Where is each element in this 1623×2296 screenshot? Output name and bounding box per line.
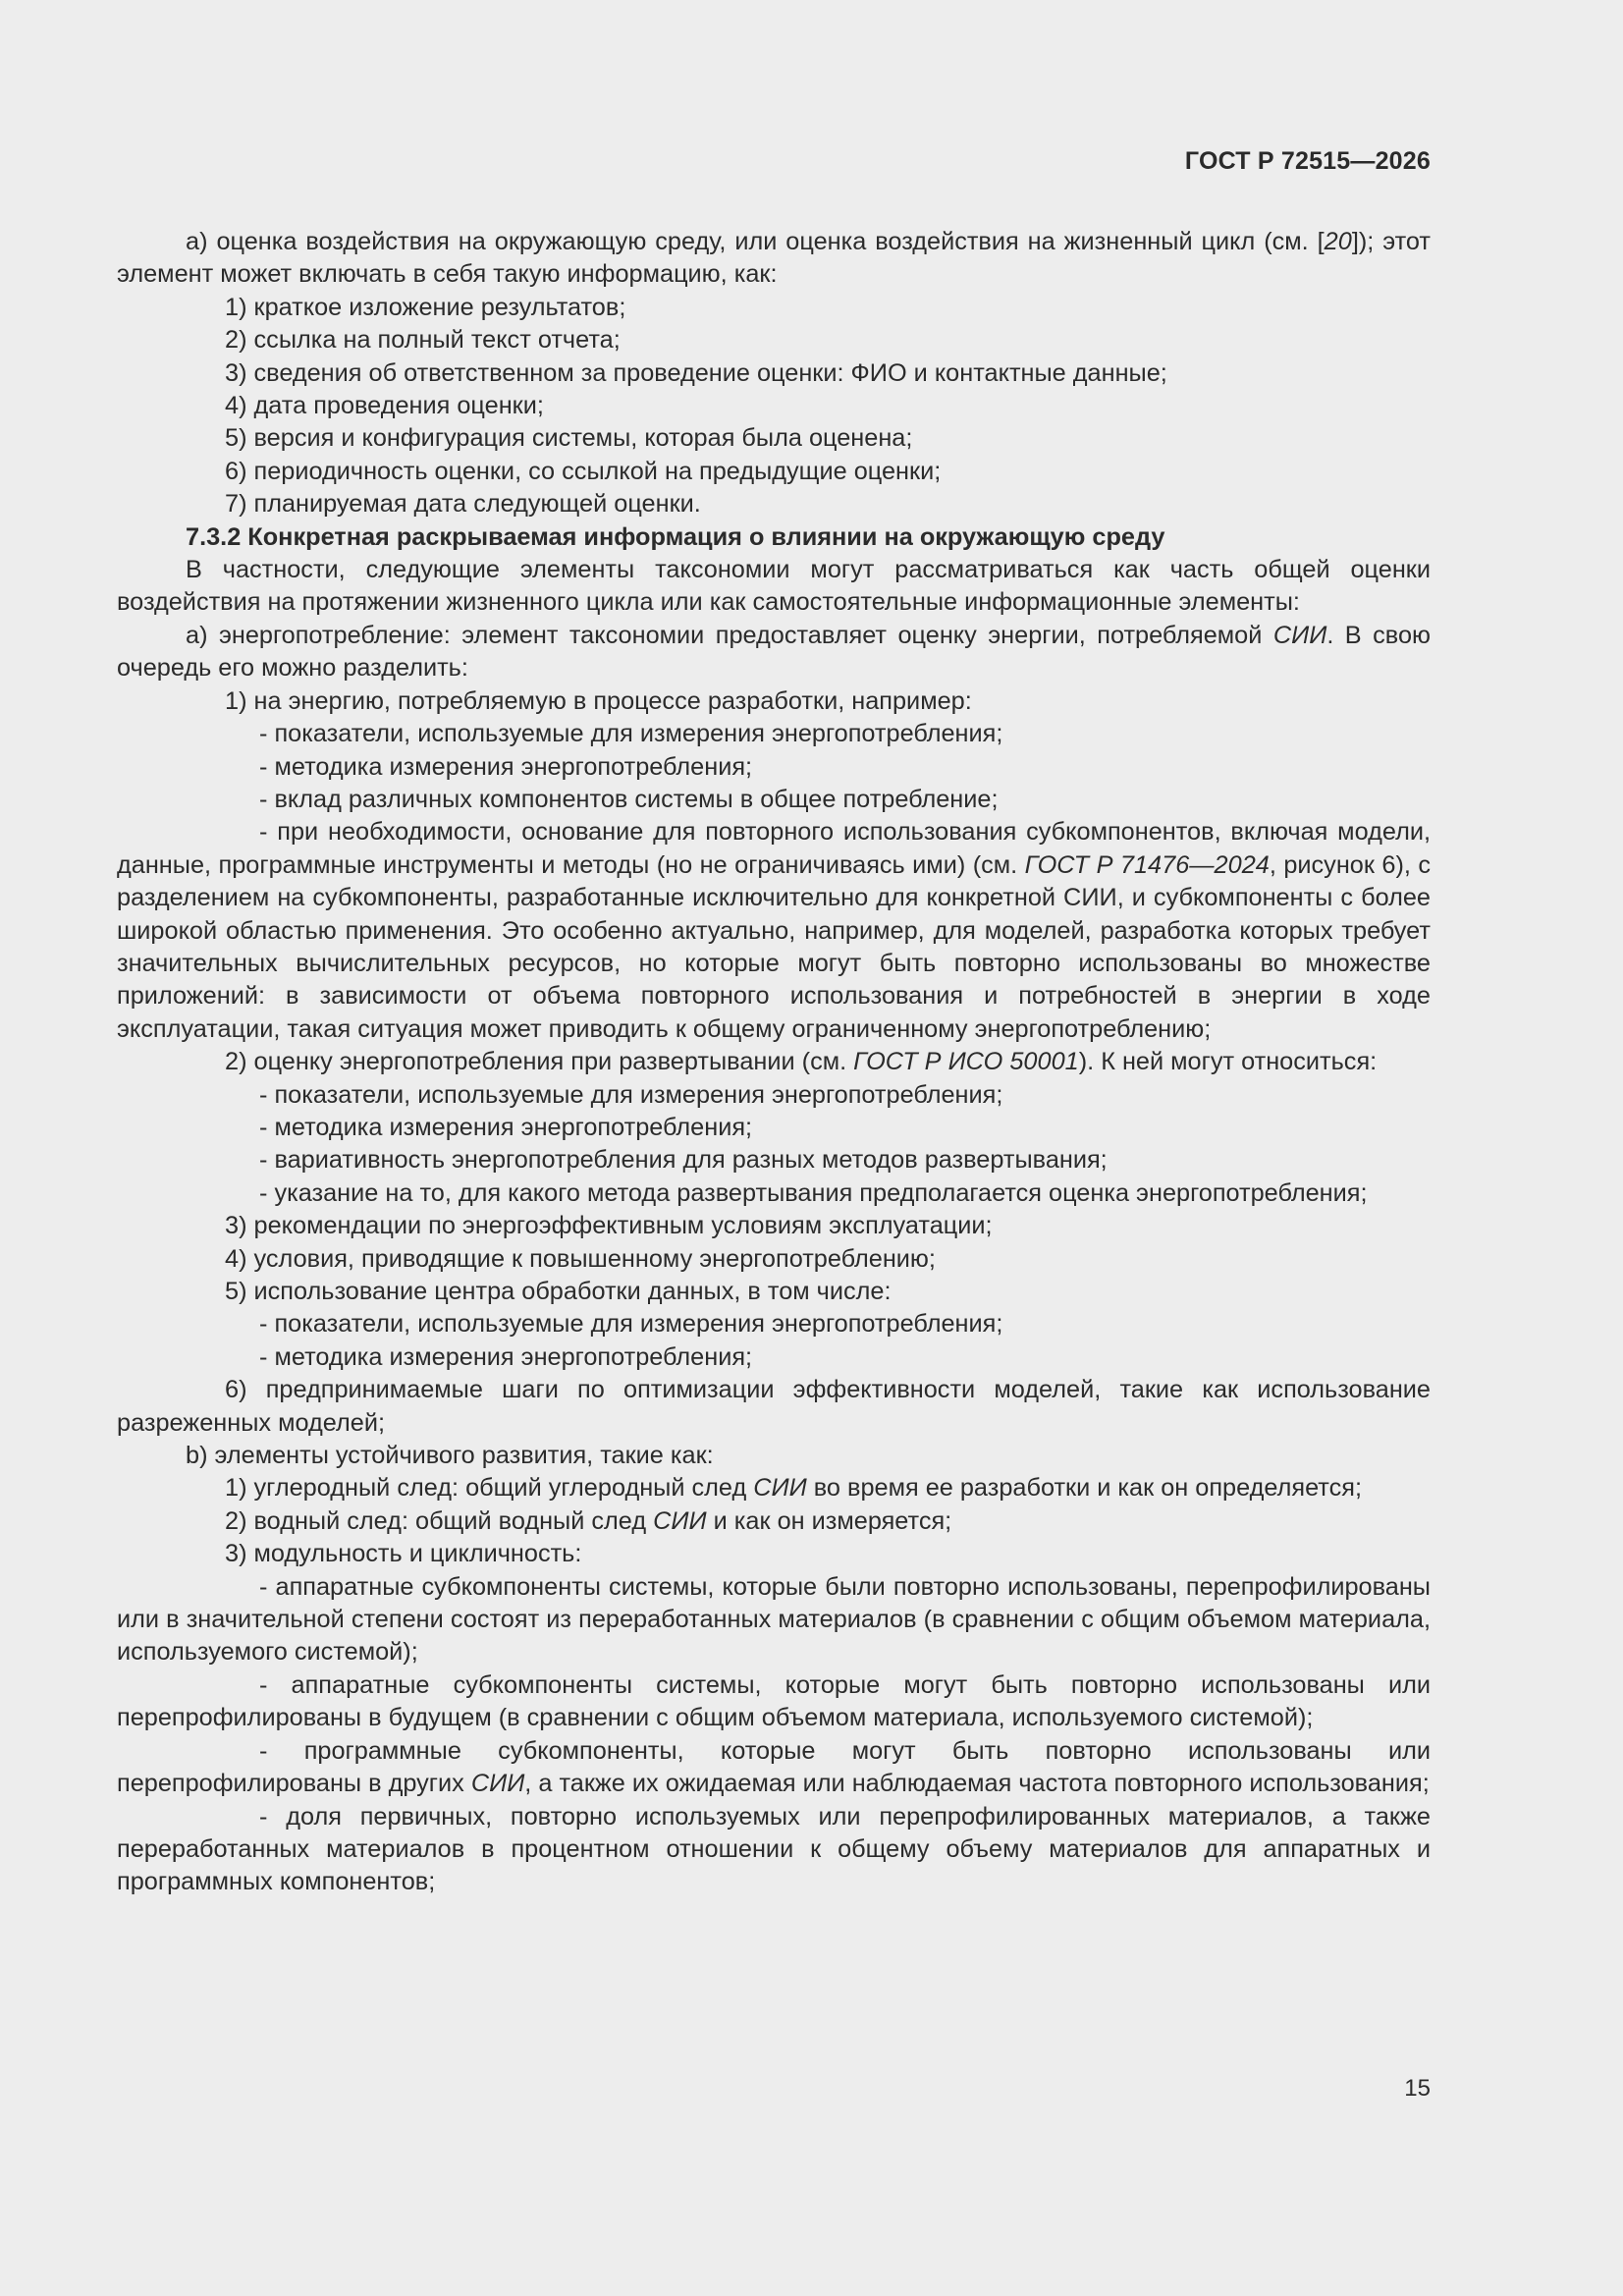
dash-item: - показатели, используемые для измерения энергопотребления; [259,1080,1003,1109]
paragraph-a-intro [117,226,1431,292]
dash-item: - методика измерения энергопотребления; [259,1113,753,1141]
dash-item-long: - доля первичных, повторно используемых или перепрофилированных материалов, а также переработанных материалов в процентном отношении к общему объему материалов для аппаратных и программных компонентов; [117,1802,1431,1896]
dash-item: - показатели, используемые для измерения энергопотребления; [259,1310,1003,1339]
reference-link: 20 [1324,228,1352,255]
dash-item-long [117,816,1431,1046]
text-fragment: 2) оценку энергопотребления при развертывании (см. [225,1048,854,1076]
paragraph-energy-intro [117,620,1431,685]
list-item: 3) модульность и цикличность: [225,1540,582,1568]
reference-link: ГОСТ Р 71476—2024 [1024,850,1270,879]
text-fragment: 1) углеродный след: общий углеродный след [225,1474,754,1503]
text-fragment: во время ее разработки и как он определяется; [806,1474,1362,1503]
dash-item-long [117,1735,1431,1801]
list-item [117,1505,1431,1538]
dash-item: - методика измерения энергопотребления; [259,752,753,781]
text-fragment: и как он измеряется; [706,1506,952,1535]
term-sii: СИИ [1272,621,1327,649]
text-fragment: - при необходимости, основание для повторного использования субкомпонентов, включая модели, данные, программные инструменты и методы (но не ограничиваясь ими) (см. [117,818,1431,879]
list-item: 4) дата проведения оценки; [225,392,544,420]
list-item: 5) использование центра обработки данных, в том числе: [225,1278,892,1305]
text-fragment: , рисунок 6), с разделением на субкомпоненты, разработанные исключительно для конкретной СИИ, и субкомпоненты с более широкой областью применения. Это особенно актуально, например, для моделей, разработка которых требует значительных вычислительных ресурсов, но которые могут быть повторно использованы во множестве приложений: в зависимости от объема повторного использования и потребностей в энергии в ходе эксплуатации, такая ситуация может приводить к общему ограниченному энергопотреблению; [117,850,1432,1043]
text-fragment: а) энергопотребление: элемент таксономии предоставляет оценку энергии, потребляемой [186,621,1273,649]
dash-item: - вариативность энергопотребления для разных методов развертывания; [259,1146,1108,1175]
document-body [117,226,1431,1899]
list-item [117,1046,1431,1078]
term-sii: СИИ [753,1474,807,1503]
paragraph-sustainability-intro: b) элементы устойчивого развития, такие как: [186,1442,714,1470]
section-heading: 7.3.2 Конкретная раскрываемая информация о влиянии на окружающую среду [186,522,1165,551]
list-item [117,1472,1431,1504]
text-fragment: . В свою очередь его можно разделить: [117,621,1431,683]
dash-item: - методика измерения энергопотребления; [259,1342,753,1371]
text-fragment: , а также их ожидаемая или наблюдаемая частота повторного использования; [524,1770,1430,1798]
term-sii: СИИ [653,1506,707,1535]
list-item: 3) сведения об ответственном за проведение оценки: ФИО и контактные данные; [225,358,1167,387]
page-number: 15 [1404,2075,1431,2102]
dash-item: - показатели, используемые для измерения энергопотребления; [259,720,1003,748]
term-sii: СИИ [470,1770,525,1798]
reference-link: ГОСТ Р ИСО 50001 [853,1048,1079,1076]
text-fragment: - программные субкомпоненты, которые могут быть повторно использованы или перепрофилированы в других [117,1736,1431,1798]
list-item: 1) краткое изложение результатов; [225,293,626,321]
list-item: 6) предпринимаемые шаги по оптимизации эффективности моделей, такие как использование разреженных моделей; [117,1376,1431,1437]
standard-header: ГОСТ Р 72515—2026 [1184,147,1431,175]
list-item: 2) ссылка на полный текст отчета; [225,326,621,355]
list-item: 1) на энергию, потребляемую в процессе разработки, например: [225,686,972,715]
list-item: 4) условия, приводящие к повышенному энергопотреблению; [225,1244,936,1273]
text-fragment: а) оценка воздействия на окружающую среду, или оценка воздействия на жизненный цикл (см. [ [186,228,1325,255]
list-item: 5) версия и конфигурация системы, которая была оценена; [225,424,913,453]
text-fragment: 2) водный след: общий водный след [225,1506,654,1535]
section-intro: В частности, следующие элементы таксономии могут рассматриваться как часть общей оценки воздействия на протяжении жизненного цикла или как самостоятельные информационные элементы: [117,556,1431,617]
text-fragment: ]); этот элемент может включать в себя такую информацию, как: [117,228,1431,289]
dash-item-long: - указание на то, для какого метода развертывания предполагается оценка энергопотребления; [259,1178,1368,1207]
dash-item-long: - аппаратные субкомпоненты системы, которые были повторно использованы, перепрофилированы или в значительной степени состоят из переработанных материалов (в сравнении с общим объемом материала, используемого системой); [117,1572,1431,1667]
text-fragment: ). К ней могут относиться: [1078,1048,1378,1076]
dash-item: - вклад различных компонентов системы в общее потребление; [259,785,999,813]
list-item: 7) планируемая дата следующей оценки. [225,490,701,519]
list-item: 6) периодичность оценки, со ссылкой на предыдущие оценки; [225,457,942,485]
list-item: 3) рекомендации по энергоэффективным условиям эксплуатации; [225,1212,993,1240]
dash-item-long: - аппаратные субкомпоненты системы, которые могут быть повторно использованы или перепрофилированы в будущем (в сравнении с общим объемом материала, используемого системой); [117,1670,1431,1732]
